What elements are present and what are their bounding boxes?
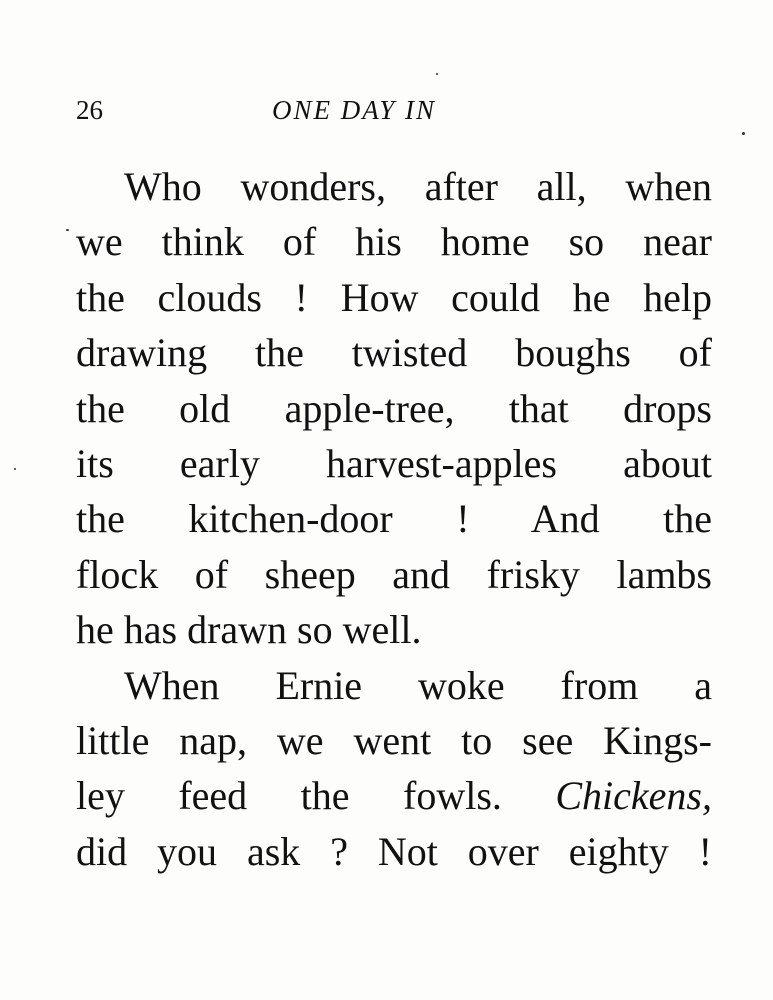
page-number: 26 xyxy=(76,95,103,125)
text-line: drawing the twisted boughs of xyxy=(76,330,712,376)
paper-speck xyxy=(66,229,69,231)
text-line: little nap, we went to see Kings- xyxy=(76,717,712,763)
paper-speck xyxy=(742,132,745,135)
text-line: When Ernie woke from a xyxy=(124,662,712,708)
running-head xyxy=(76,92,712,128)
paper-speck xyxy=(436,73,438,75)
text-line: we think of his home so near xyxy=(76,219,712,265)
text-line: the clouds ! How could he help xyxy=(76,274,712,320)
text-line: the kitchen-door ! And the xyxy=(76,496,712,542)
paper-speck xyxy=(14,468,16,470)
italic-word: Chickens, xyxy=(555,773,712,819)
text-line-with-italic xyxy=(76,768,712,823)
text-line: the old apple-tree, that drops xyxy=(76,385,712,431)
running-title: ONE DAY IN xyxy=(272,95,437,125)
text-line: its early harvest-apples about xyxy=(76,440,712,486)
text-line: flock of sheep and frisky lambs xyxy=(76,551,712,597)
body-text xyxy=(76,159,712,879)
text-line: did you ask ? Not over eighty ! xyxy=(76,828,712,874)
text-line: Who wonders, after all, when xyxy=(124,164,712,209)
text-segment: ley feed the fowls. xyxy=(76,773,556,819)
text-line: he has drawn so well. xyxy=(76,607,422,653)
